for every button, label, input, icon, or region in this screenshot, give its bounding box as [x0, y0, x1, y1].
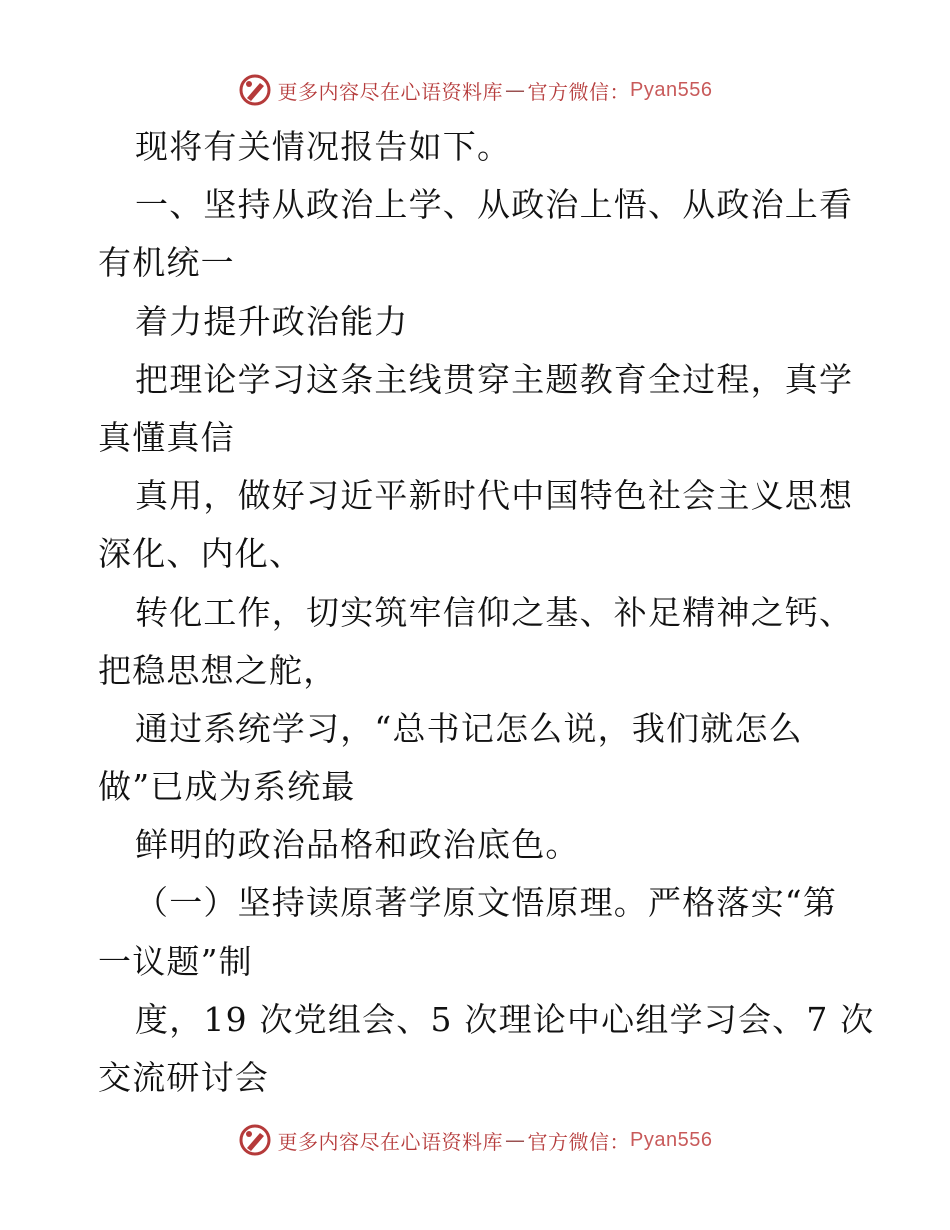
text-line: 度，19 次党组会、5 次理论中心组学习会、7 次 — [135, 999, 875, 1039]
text-line: 有机统一 — [98, 243, 235, 283]
text-line: 做”已成为系统最 — [98, 767, 356, 807]
watermark-label: 官方微信： — [527, 79, 631, 104]
document-body — [98, 118, 875, 1107]
text-line: 把稳思想之舵， — [98, 650, 338, 690]
text-line: 转化工作，切实筑牢信仰之基、补足精神之钙、 — [135, 592, 854, 632]
pen-logo-icon — [238, 73, 272, 107]
text-line: 着力提升政治能力 — [135, 301, 409, 341]
watermark-dash: — — [505, 1128, 526, 1152]
text-line: 交流研讨会 — [98, 1058, 269, 1097]
text-line: 真用，做好习近平新时代中国特色社会主义思想 — [135, 476, 854, 516]
watermark-label: 官方微信： — [527, 1129, 631, 1154]
text-line: 一议题”制 — [98, 941, 253, 981]
text-line: 通过系统学习，“总书记怎么说，我们就怎么 — [135, 708, 803, 748]
text-line: （一）坚持读原著学原文悟原理。严格落实“第 — [135, 883, 838, 923]
text-line: 一、坚持从政治上学、从政治上悟、从政治上看 — [135, 185, 854, 225]
text-line: 鲜明的政治品格和政治底色。 — [135, 825, 580, 865]
text-line: 现将有关情况报告如下。 — [135, 127, 512, 166]
watermark-header — [0, 70, 950, 110]
watermark-wechat-id: Pyan556 — [630, 78, 713, 101]
text-line: 深化、内化、 — [98, 534, 304, 574]
pen-logo-icon — [238, 1123, 272, 1157]
text-line: 把理论学习这条主线贯穿主题教育全过程，真学 — [135, 359, 854, 399]
watermark-text: 更多内容尽在心语资料库 — [277, 1129, 504, 1154]
watermark-footer — [0, 1120, 950, 1160]
watermark-text: 更多内容尽在心语资料库 — [277, 79, 504, 104]
watermark-wechat-id: Pyan556 — [630, 1128, 713, 1151]
text-line: 真懂真信 — [98, 417, 235, 457]
watermark-dash: — — [505, 78, 526, 102]
